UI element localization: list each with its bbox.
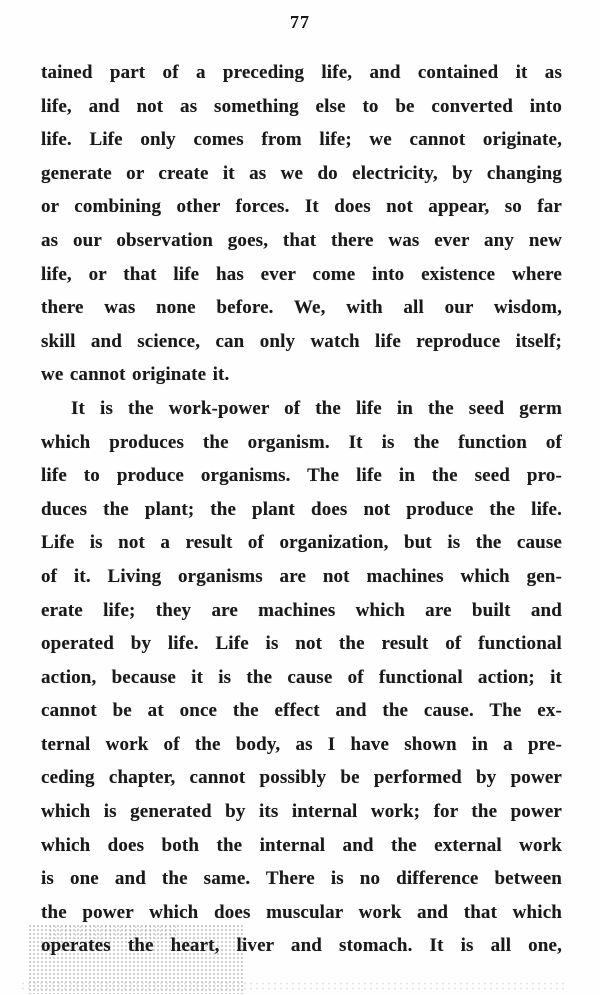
text-line: operated by life. Life is not the result of functional — [41, 633, 562, 655]
text-line: skill and science, can only watch life reproduce itself; — [41, 330, 562, 352]
text-line: ceding chapter, cannot possibly be performed by power — [41, 767, 562, 789]
text-line: action, because it is the cause of functional action; it — [41, 666, 562, 688]
body-text — [41, 56, 562, 963]
text-line: Life is not a result of organization, but is the cause — [41, 532, 562, 554]
text-line: duces the plant; the plant does not produce the life. — [41, 498, 562, 520]
scan-artifact-line — [20, 981, 565, 992]
text-line: is one and the same. There is no difference between — [41, 868, 562, 890]
text-line: It is the work-power of the life in the seed germ — [71, 397, 562, 419]
text-line: of it. Living organisms are not machines which gen- — [41, 565, 562, 587]
text-line: tained part of a preceding life, and contained it as — [41, 62, 562, 83]
text-line: life, and not as something else to be converted into — [41, 95, 562, 117]
page-number: 77 — [290, 12, 310, 32]
text-line: which produces the organism. It is the function of — [41, 431, 562, 453]
text-line: cannot be at once the effect and the cause. The ex- — [41, 700, 562, 722]
text-line: operates the heart, liver and stomach. It is all one, — [41, 935, 562, 957]
text-line: or combining other forces. It does not appear, so far — [41, 196, 562, 218]
text-line: generate or create it as we do electricity, by changing — [41, 162, 562, 184]
text-line: life to produce organisms. The life in the seed pro- — [41, 465, 562, 487]
text-line: which does both the internal and the external work — [41, 834, 562, 856]
text-line: the power which does muscular work and that which — [41, 901, 562, 923]
text-line: we cannot originate it. — [41, 364, 230, 386]
text-line: which is generated by its internal work; for the power — [41, 801, 562, 823]
text-line: life. Life only comes from life; we cannot originate, — [41, 129, 562, 151]
text-line: erate life; they are machines which are built and — [41, 599, 562, 621]
text-line: ternal work of the body, as I have shown in a pre- — [41, 733, 562, 755]
text-line: life, or that life has ever come into existence where — [41, 263, 562, 285]
text-line: as our observation goes, that there was ever any new — [41, 229, 562, 251]
text-line: there was none before. We, with all our wisdom, — [41, 297, 562, 319]
